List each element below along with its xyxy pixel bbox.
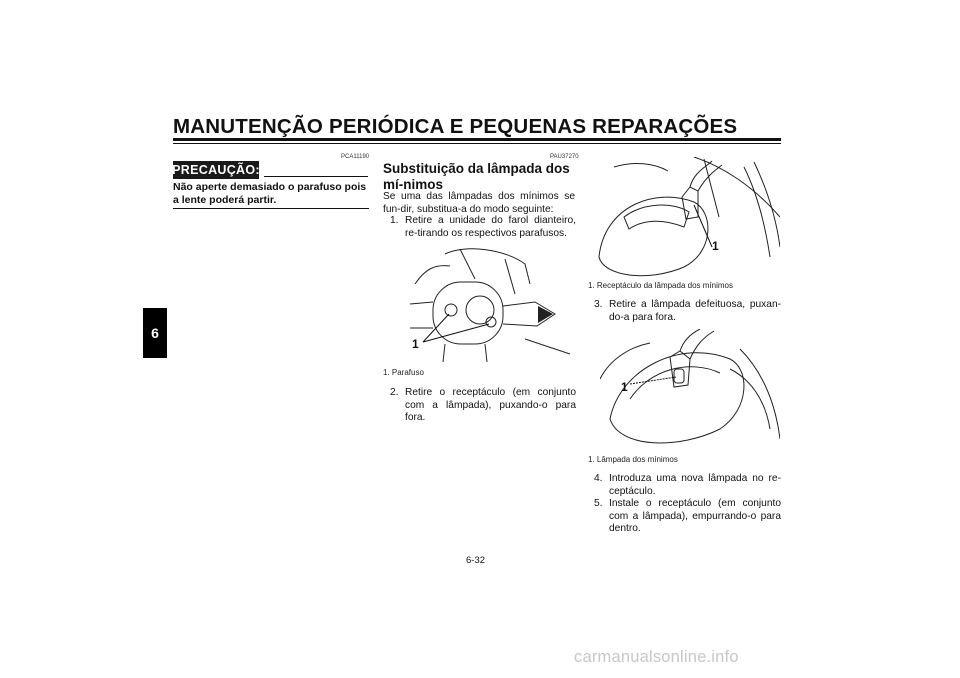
step-number: 3. [594, 299, 603, 310]
chapter-tab: 6 [143, 308, 167, 358]
figure-2-caption: 1. Receptáculo da lâmpada dos mínimos [588, 281, 733, 290]
caution-bottom-rule [173, 208, 369, 209]
step-text: Retire a unidade do farol dianteiro, re-tirando os respectivos parafusos. [405, 215, 576, 239]
caution-label: PRECAUÇÃO: [172, 163, 260, 177]
step-text: Introduza uma nova lâmpada no re-ceptáculo. [609, 473, 781, 497]
page-number: 6-32 [466, 555, 486, 566]
step-number: 5. [594, 498, 603, 509]
caution-rule [264, 176, 368, 177]
step-number: 4. [594, 473, 603, 484]
caution-text: Não aperte demasiado o parafuso pois a lente poderá partir. [173, 181, 367, 206]
step-5 [594, 498, 781, 536]
header-rule-thin [173, 143, 781, 144]
section-code: PAU37270 [550, 154, 579, 160]
section-title: Substituição da lâmpada dos mí-nimos [383, 161, 570, 192]
figure-headlight-screws [405, 244, 575, 362]
header-rule-thick [173, 138, 781, 141]
step-text: Retire o receptáculo (em conjunto com a lâmpada), puxando-o para fora. [405, 387, 576, 423]
step-number: 2. [390, 387, 399, 398]
watermark: carmanualsonline.info [574, 648, 739, 666]
section-intro: Se uma das lâmpadas dos mínimos se fun-dir, substitua-a do modo seguinte: [383, 191, 575, 215]
step-text: Retire a lâmpada defeituosa, puxan-do-a para fora. [609, 299, 781, 323]
figure-1-caption: 1. Parafuso [383, 368, 424, 377]
caution-code: PCA11190 [341, 154, 370, 160]
step-3 [594, 299, 781, 324]
figure-1-callout: 1 [412, 337, 419, 351]
page-header-title: MANUTENÇÃO PERIÓDICA E PEQUENAS REPARAÇÕES [173, 115, 738, 138]
figure-3-caption: 1. Lâmpada dos mínimos [588, 455, 678, 464]
figure-bulb-socket [594, 157, 780, 279]
step-2 [390, 387, 576, 425]
step-number: 1. [390, 215, 399, 226]
step-1 [390, 215, 576, 240]
figure-2-callout: 1 [712, 239, 719, 253]
step-text: Instale o receptáculo (em conjunto com a lâmpada), empurrando-o para dentro. [609, 498, 781, 534]
figure-3-callout: 1 [621, 380, 628, 394]
step-4 [594, 473, 781, 498]
